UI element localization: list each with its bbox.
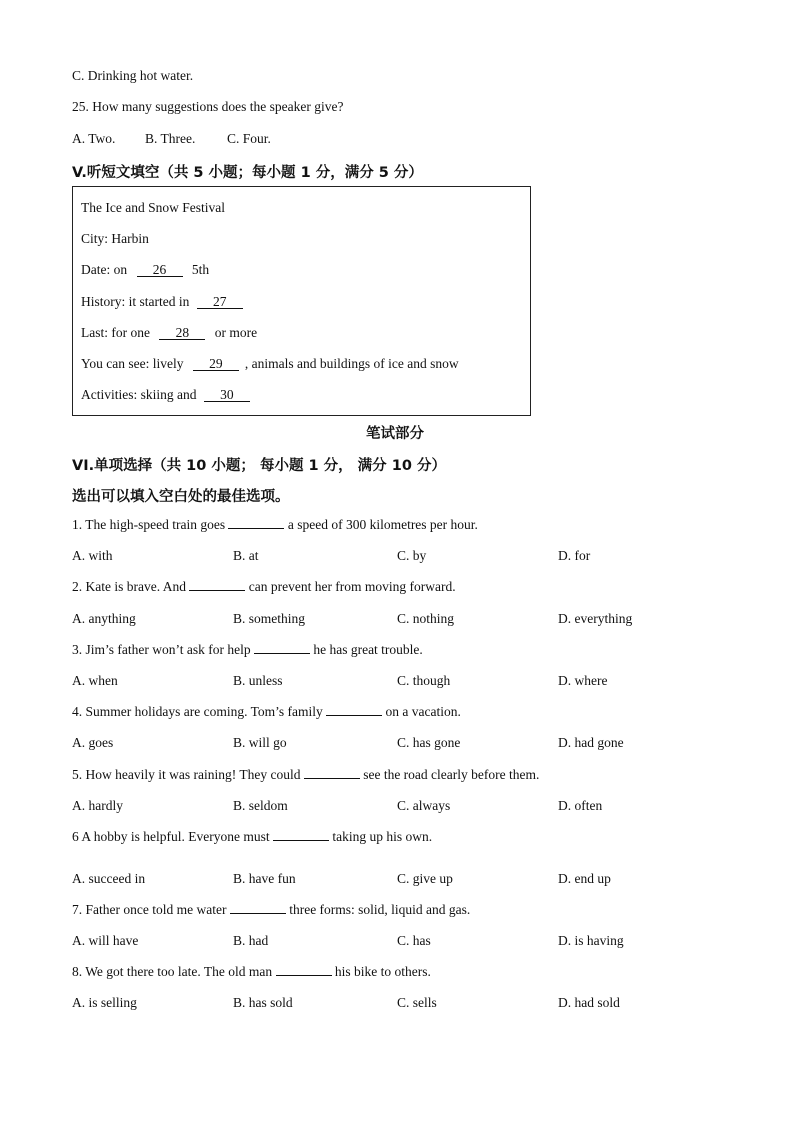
option-d: D. had gone — [558, 735, 624, 750]
question-stem-before: 1. The high-speed train goes — [72, 517, 226, 532]
option-d: D. is having — [558, 933, 624, 948]
box-date-row — [81, 262, 209, 278]
box-activities-row — [81, 387, 254, 403]
option-b: B. have fun — [233, 871, 296, 886]
blank-29: 29 — [193, 357, 239, 371]
option-a: A. succeed in — [72, 871, 146, 886]
section-6-heading: VI.单项选择（共 10 小题； 每小题 1 分， 满分 10 分） — [72, 458, 446, 474]
q24-option-c: C. Drinking hot water. — [72, 68, 194, 83]
option-b: B. unless — [233, 673, 283, 688]
listening-fill-box — [72, 186, 531, 416]
q25-option-a: A. Two. — [72, 131, 116, 146]
date-suffix: 5th — [191, 262, 210, 277]
option-b: B. had — [233, 933, 269, 948]
question-stem-before: 8. We got there too late. The old man — [72, 964, 273, 979]
option-d: D. where — [558, 673, 608, 688]
answer-blank — [254, 653, 310, 654]
answer-blank — [304, 778, 360, 779]
last-label: Last: for one — [81, 325, 150, 340]
question-stem — [72, 579, 456, 595]
question-stem-after: three forms: solid, liquid and gas. — [289, 902, 471, 917]
option-c: C. by — [397, 548, 427, 563]
option-d: D. everything — [558, 611, 633, 626]
q25-option-b: B. Three. — [145, 131, 196, 146]
option-b: B. has sold — [233, 995, 293, 1010]
question-stem-after: his bike to others. — [334, 964, 431, 979]
option-a: A. when — [72, 673, 118, 688]
question-stem — [72, 642, 423, 658]
answer-blank — [276, 975, 332, 976]
option-c: C. sells — [397, 995, 437, 1010]
question-stem-before: 3. Jim’s father won’t ask for help — [72, 642, 251, 657]
section-5-heading: V.听短文填空（共 5 小题；每小题 1 分，满分 5 分） — [72, 165, 423, 181]
question-stem — [72, 964, 431, 980]
question-stem-after: a speed of 300 kilometres per hour. — [287, 517, 478, 532]
option-d: D. for — [558, 548, 591, 563]
answer-blank — [326, 715, 382, 716]
blank-27: 27 — [197, 295, 243, 309]
option-a: A. anything — [72, 611, 136, 626]
question-stem — [72, 829, 432, 845]
blank-30: 30 — [204, 388, 250, 402]
option-b: B. will go — [233, 735, 287, 750]
question-stem-after: can prevent her from moving forward. — [248, 579, 456, 594]
box-history-row — [81, 294, 247, 310]
activities-label: Activities: skiing and — [81, 387, 197, 402]
question-stem-before: 6 A hobby is helpful. Everyone must — [72, 829, 270, 844]
question-stem — [72, 902, 470, 918]
q25-stem: 25. How many suggestions does the speaker give? — [72, 99, 344, 114]
question-stem-after: taking up his own. — [332, 829, 433, 844]
question-stem-after: see the road clearly before them. — [363, 767, 540, 782]
question-stem-before: 5. How heavily it was raining! They could — [72, 767, 301, 782]
option-a: A. goes — [72, 735, 114, 750]
box-title: The Ice and Snow Festival — [81, 200, 225, 215]
question-stem — [72, 767, 539, 783]
blank-26: 26 — [137, 263, 183, 277]
section-6-instruction: 选出可以填入空白处的最佳选项。 — [72, 489, 290, 505]
option-c: C. has — [397, 933, 431, 948]
option-c: C. nothing — [397, 611, 455, 626]
question-stem — [72, 704, 461, 720]
option-b: B. at — [233, 548, 259, 563]
last-suffix: or more — [214, 325, 258, 340]
written-part-title: 笔试部分 — [366, 426, 424, 442]
date-label: Date: on — [81, 262, 128, 277]
see-suffix: , animals and buildings of ice and snow — [244, 356, 459, 371]
option-b: B. seldom — [233, 798, 288, 813]
see-label: You can see: lively — [81, 356, 184, 371]
option-c: C. though — [397, 673, 451, 688]
option-c: C. always — [397, 798, 451, 813]
blank-28: 28 — [159, 326, 205, 340]
answer-blank — [273, 840, 329, 841]
box-see-row — [81, 356, 459, 372]
history-label: History: it started in — [81, 294, 190, 309]
option-d: D. end up — [558, 871, 611, 886]
box-last-row — [81, 325, 257, 341]
question-stem-before: 4. Summer holidays are coming. Tom’s family — [72, 704, 323, 719]
question-stem — [72, 517, 478, 533]
box-city: City: Harbin — [81, 231, 149, 246]
option-a: A. with — [72, 548, 113, 563]
question-stem-after: he has great trouble. — [313, 642, 423, 657]
option-b: B. something — [233, 611, 306, 626]
option-a: A. will have — [72, 933, 139, 948]
option-a: A. hardly — [72, 798, 123, 813]
question-stem-before: 7. Father once told me water — [72, 902, 227, 917]
question-stem-before: 2. Kate is brave. And — [72, 579, 186, 594]
option-c: C. give up — [397, 871, 453, 886]
option-a: A. is selling — [72, 995, 137, 1010]
question-stem-after: on a vacation. — [385, 704, 461, 719]
q25-option-c: C. Four. — [227, 131, 271, 146]
answer-blank — [189, 590, 245, 591]
option-d: D. often — [558, 798, 603, 813]
answer-blank — [228, 528, 284, 529]
option-d: D. had sold — [558, 995, 620, 1010]
answer-blank — [230, 913, 286, 914]
option-c: C. has gone — [397, 735, 461, 750]
